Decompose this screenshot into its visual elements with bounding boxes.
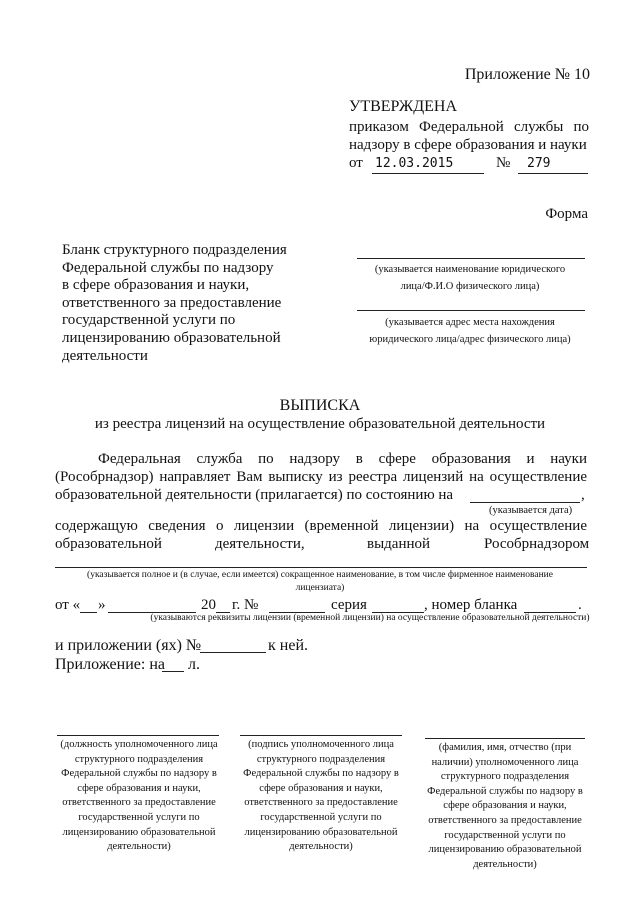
recipient-address-hint-1: (указывается адрес места нахождения [385, 317, 555, 328]
position-hint-line-7: лицензированию образовательной [62, 826, 216, 838]
approved-heading: УТВЕРЖДЕНА [349, 98, 458, 115]
order-line-2: надзору в сфере образования и науки [349, 137, 587, 153]
document-title: ВЫПИСКА [279, 397, 361, 414]
status-date-line[interactable] [470, 502, 580, 503]
recipient-name-hint-1: (указывается наименование юридического [374, 264, 566, 275]
p2-word-issued: выданной [367, 536, 431, 552]
sign-hint-line-4: сфере образования и науки, [259, 782, 383, 794]
blank-department [62, 242, 287, 365]
fullname-hint-line-1: (фамилия, имя, отчество (при [438, 742, 572, 753]
recipient-address-line [357, 310, 585, 311]
fullname-hint-line-7: государственной услуги по [444, 829, 566, 841]
position-hint-line-1: (должность уполномоченного лица [60, 739, 218, 750]
order-line-1 [349, 119, 589, 136]
p2-word-activity: деятельности, [215, 536, 305, 552]
sign-hint-line-5: ответственного за предоставление [244, 797, 398, 809]
sign-hint-line-8: деятельности) [289, 841, 353, 853]
signature-fullname-line[interactable] [425, 738, 585, 739]
fullname-hint-line-5: сфере образования и науки, [443, 800, 567, 812]
order-date: 12.03.2015 [375, 156, 454, 171]
fullname-hint-line-4: Федеральной службы по надзору в [427, 785, 583, 797]
appendices-label: и приложении (ях) № [55, 637, 202, 654]
recipient-name-hint-2: лица/Ф.И.О физического лица) [400, 281, 540, 292]
signature-sign-line[interactable] [240, 735, 402, 736]
license-year-suffix: г. № [232, 597, 259, 613]
order-text-1: приказом Федеральной службы по [349, 119, 589, 135]
order-date-underline [372, 173, 484, 174]
fullname-hint-line-6: ответственного за предоставление [428, 814, 582, 826]
p2-word-educational: образовательной [55, 536, 162, 552]
attachment-label: Приложение: на [55, 656, 165, 673]
license-form-number-label: , номер бланка [424, 597, 518, 613]
license-requisites-hint: (указываются реквизиты лицензии (временной лицензии) на осуществление образовательной деятельности) [150, 613, 590, 623]
paragraph-1-line-2 [55, 469, 587, 486]
blank-line-2: Федеральной службы по надзору [62, 259, 274, 276]
sign-hint-line-3: Федеральной службы по надзору в [243, 768, 399, 780]
p1-line-2-text: (Рособрнадзор) направляет Вам выписку из реестра лицензий на осуществление [55, 469, 587, 485]
order-from-label: от [349, 155, 363, 171]
license-quote-close: » [98, 597, 106, 613]
position-hint-line-4: сфере образования и науки, [77, 782, 201, 794]
license-year-prefix: 20 [201, 597, 216, 613]
recipient-name-line [357, 258, 585, 259]
fullname-hint-line-9: деятельности) [473, 858, 537, 870]
appendices-suffix: к ней. [268, 637, 308, 654]
blank-line-1: Бланк структурного подразделения [62, 242, 287, 258]
blank-line-7: деятельности [62, 347, 148, 364]
license-end-dot: . [578, 597, 582, 613]
attachment-pages-suffix: л. [188, 656, 200, 673]
licensee-hint-1: (указывается полное и (в случае, если имеется) сокращенное наименование, в том числе фирменное наименование [87, 570, 553, 580]
blank-line-3: в сфере образования и науки, [62, 277, 250, 294]
fullname-hint-line-3: структурного подразделения [440, 771, 570, 783]
form-label: Форма [545, 206, 588, 222]
sign-hint-line-6: государственной услуги по [260, 811, 382, 823]
licensee-hint-2: лицензиата) [295, 583, 345, 593]
document-subtitle: из реестра лицензий на осуществление образовательной деятельности [94, 416, 546, 432]
blank-line-4: ответственного за предоставление [62, 294, 282, 311]
position-hint-line-6: государственной услуги по [78, 811, 200, 823]
sign-hint-line-2: структурного подразделения [256, 753, 386, 765]
paragraph-2-line-1 [55, 518, 587, 535]
p1-comma: , [581, 487, 585, 503]
position-hint-line-5: ответственного за предоставление [62, 797, 216, 809]
signature-position-line[interactable] [57, 735, 219, 736]
p1-line-1-text: Федеральная служба по надзору в сфере образования и науки [98, 451, 587, 467]
p2-word-rosobrnadzor: Рособрнадзором [484, 536, 590, 552]
position-hint-line-2: структурного подразделения [74, 753, 204, 765]
position-hint-line-8: деятельности) [107, 841, 171, 853]
signature-sign-hint [232, 738, 410, 855]
signature-position-hint [50, 738, 228, 855]
order-number-label: № [496, 155, 511, 171]
licensee-name-line[interactable] [55, 567, 587, 568]
fullname-hint-line-2: наличии) уполномоченного лица [431, 756, 579, 768]
sign-hint-line-7: лицензированию образовательной [244, 826, 398, 838]
license-from-label: от « [55, 597, 81, 613]
license-series-label: серия [331, 597, 367, 613]
signature-fullname-hint [414, 741, 596, 872]
paragraph-1-line-3: образовательной деятельности (прилагается) по состоянию на [55, 487, 454, 503]
blank-line-6: лицензированию образовательной [62, 329, 281, 346]
order-number: 279 [527, 156, 551, 171]
appendix-number: Приложение № 10 [464, 66, 590, 83]
p2-line-1-text: содержащую сведения о лицензии (временной лицензии) на осуществление [55, 518, 587, 534]
position-hint-line-3: Федеральной службы по надзору в [61, 768, 217, 780]
appendices-number-line[interactable] [200, 652, 266, 653]
paragraph-1-line-1 [98, 451, 587, 468]
attachment-pages-line[interactable] [162, 671, 184, 672]
blank-line-5: государственной услуги по [62, 312, 236, 329]
status-date-hint: (указывается дата) [489, 505, 573, 516]
recipient-address-hint-2: юридического лица/адрес физического лица) [369, 334, 571, 345]
sign-hint-line-1: (подпись уполномоченного лица [248, 739, 394, 750]
license-day-line[interactable] [80, 612, 97, 613]
fullname-hint-line-8: лицензированию образовательной [428, 844, 582, 856]
order-number-underline [518, 173, 588, 174]
